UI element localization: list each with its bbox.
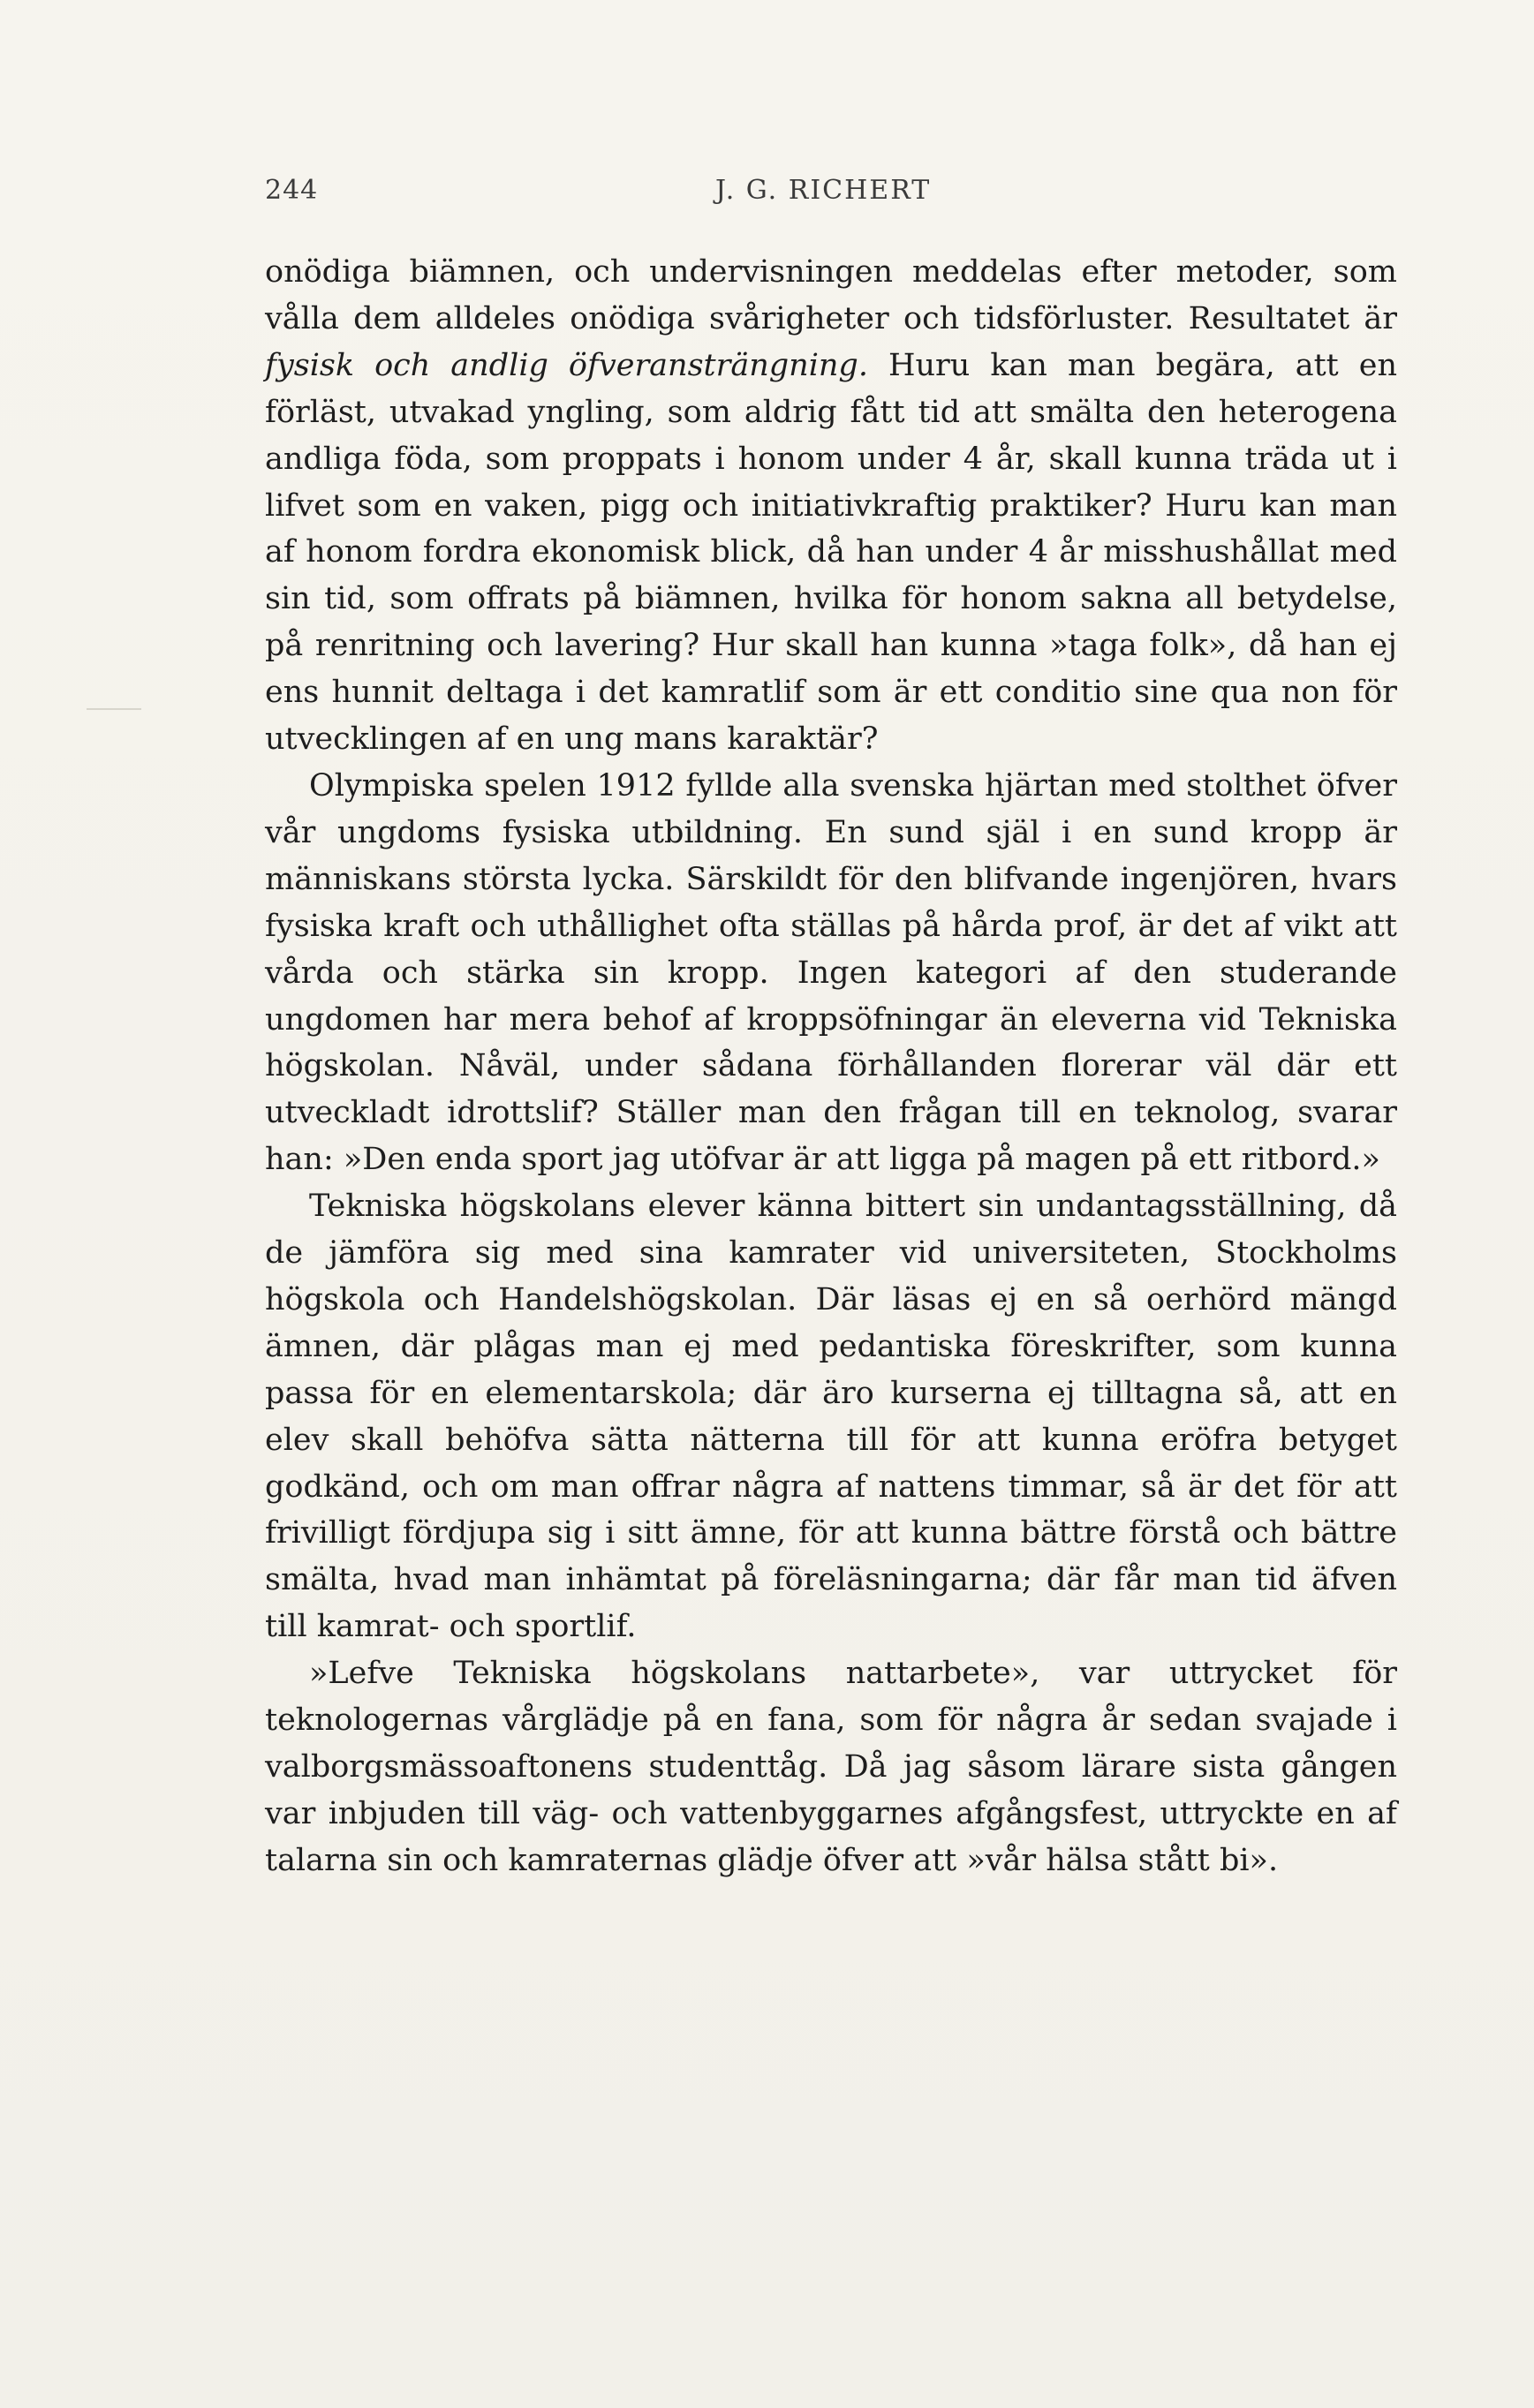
running-head: J. G. RICHERT [715,175,932,206]
paragraph-2: Olympiska spelen 1912 fyllde alla svenska hjärtan med stolthet öfver vår ungdoms fysiska utbildning. En sund själ i en sund kropp är människans största lycka. Särskildt för den blifvande ingenjören, hvars fysiska kraft och uthållighet ofta ställas på hårda prof, är det af vikt att vårda och stärka sin kropp. Ingen kategori af den studerande ungdomen har mera behof af kroppsöfningar än eleverna vid Tekniska högskolan. Nåväl, under sådana förhållanden florerar väl där ett utveckladt idrottslif? Ställer man den frågan till en teknolog, svarar han: »Den enda sport jag utöfvar är att ligga på magen på ett ritbord.» [265,767,1397,1178]
paragraph-3: Tekniska högskolans elever känna bittert sin undantagsställning, då de jämföra sig med sina kamrater vid universiteten, Stockholms högskola och Handelshögskolan. Där läsas ej en så oerhörd mängd ämnen, där plågas man ej med pedantiska föreskrifter, som kunna passa för en elementarskola; där äro kurserna ej tilltagna så, att en elev skall behöfva sätta nätterna till för att kunna eröfra betyget godkänd, och om man offrar några af nattens timmar, så är det för att frivilligt fördjupa sig i sitt ämne, för att kunna bättre förstå och bättre smälta, hvad man inhämtat på föreläsningarna; där får man tid äfven till kamrat- och sportlif. [265,1189,1397,1645]
page-number: 244 [265,175,319,206]
margin-mark [87,708,141,710]
body-text [265,249,1397,1884]
paragraph-4: »Lefve Tekniska högskolans nattarbete», var uttrycket för teknologernas vårglädje på en fana, som för några år sedan svajade i valborgsmässoaftonens studenttåg. Då jag såsom lärare sista gången var inbjuden till väg- och vattenbyggarnes afgångsfest, uttryckte en af talarna sin och kamraternas glädje öfver att »vår hälsa stått bi». [265,1656,1397,1878]
paragraph-1-italic: fysisk och andlig öfveransträngning. [265,347,868,383]
paragraph-1-text-b: Huru kan man begära, att en förläst, utvakad yngling, som aldrig fått tid att smälta den heterogena andliga föda, som proppats i honom under 4 år, skall kunna träda ut i lifvet som en vaken, pigg och initiativkraftig praktiker? Huru kan man af honom fordra ekonomisk blick, då han under 4 år misshushållat med sin tid, som offrats på biämnen, hvilka för honom sakna all betydelse, på renritning och lavering? Hur skall han kunna »taga folk», då han ej ens hunnit deltaga i det kamratlif som är ett conditio sine qua non för utvecklingen af en ung mans karaktär? [265,347,1397,758]
paragraph-1-text-a: onödiga biämnen, och undervisningen meddelas efter metoder, som vålla dem alldeles onödiga svårigheter och tidsförluster. Resultatet är [265,254,1397,336]
page-header [265,175,1413,219]
paragraph-1 [265,249,1397,763]
